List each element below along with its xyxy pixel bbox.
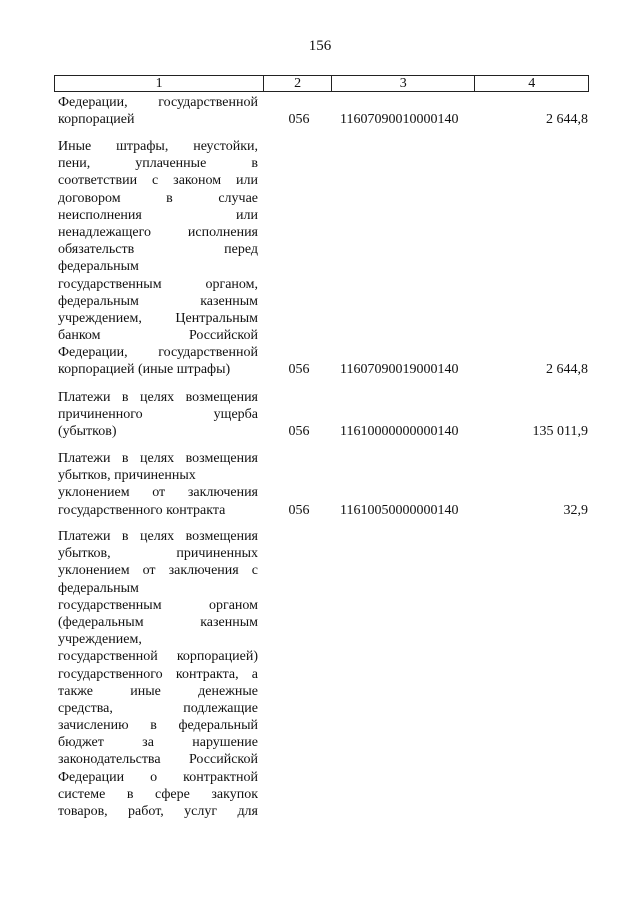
row-amount: 2 644,8 xyxy=(546,112,588,128)
row-kbk: 11610000000000140 xyxy=(340,424,459,440)
header-col-3: 3 xyxy=(332,76,475,91)
row-name xyxy=(58,138,258,379)
name-line: уклонением от заключения с xyxy=(58,563,258,579)
name-line: убытков, причиненных xyxy=(58,546,258,562)
table-row xyxy=(58,138,590,379)
name-line: средства, подлежащие xyxy=(58,700,258,716)
header-col-2: 2 xyxy=(264,76,332,91)
row-code: 056 xyxy=(288,112,310,128)
name-line: уклонением от заключения xyxy=(58,485,258,501)
header-col-4: 4 xyxy=(528,76,536,91)
name-line: ненадлежащего исполнения xyxy=(58,224,258,240)
row-code: 056 xyxy=(288,502,310,518)
row-name xyxy=(58,94,258,128)
name-line: государственного контракта xyxy=(58,502,226,518)
name-line: также иные денежные xyxy=(58,683,258,699)
name-line: банком Российской xyxy=(58,328,258,344)
name-line: Платежи в целях возмещения xyxy=(58,390,258,405)
name-line: (федеральным казенным xyxy=(58,614,258,630)
name-line: федеральным казенным xyxy=(58,293,258,309)
row-kbk: 11607090019000140 xyxy=(340,362,459,378)
name-line: учреждением, Центральным xyxy=(58,310,258,326)
table-row xyxy=(58,94,590,128)
name-line: государственным органом, xyxy=(58,276,258,292)
name-line: корпорацией (иные штрафы) xyxy=(58,362,231,378)
row-amount: 135 011,9 xyxy=(532,424,588,440)
name-line: соответствии с законом или xyxy=(58,173,258,189)
row-code: 056 xyxy=(288,424,310,440)
table-header xyxy=(54,75,589,92)
name-line: бюджет за нарушение xyxy=(58,735,258,751)
row-name xyxy=(58,450,258,519)
name-line: (убытков) xyxy=(58,424,117,440)
name-line: Федерации, государственной xyxy=(58,345,258,361)
row-kbk: 11610050000000140 xyxy=(340,502,459,518)
name-line: Платежи в целях возмещения xyxy=(58,529,258,544)
name-line: товаров, работ, услуг для xyxy=(58,804,258,819)
name-line: договором в случае xyxy=(58,190,258,206)
row-amount: 2 644,8 xyxy=(546,362,588,378)
name-line: неисполнения или xyxy=(58,207,258,223)
name-line: обязательств перед xyxy=(58,242,258,258)
row-code: 056 xyxy=(288,362,310,378)
name-line: корпорацией xyxy=(58,112,135,128)
table-row xyxy=(58,450,590,519)
name-line: Иные штрафы, неустойки, xyxy=(58,139,258,154)
row-name xyxy=(58,528,258,820)
row-amount: 32,9 xyxy=(563,502,588,518)
name-line: Федерации, государственной xyxy=(58,95,258,110)
header-col-1: 1 xyxy=(55,76,264,91)
name-line: причиненного ущерба xyxy=(58,407,258,423)
table-row xyxy=(58,528,590,820)
name-line: федеральным xyxy=(58,259,139,275)
row-kbk: 11607090010000140 xyxy=(340,112,459,128)
name-line: законодательства Российской xyxy=(58,752,258,768)
name-line: учреждением, xyxy=(58,632,142,648)
name-line: Федерации о контрактной xyxy=(58,769,258,785)
table-row xyxy=(58,389,590,441)
name-line: пени, уплаченные в xyxy=(58,156,258,172)
row-name xyxy=(58,389,258,441)
name-line: государственного контракта, а xyxy=(58,666,258,682)
name-line: зачислению в федеральный xyxy=(58,718,258,734)
name-line: государственным органом xyxy=(58,597,258,613)
name-line: Платежи в целях возмещения xyxy=(58,451,258,466)
name-line: убытков, причиненных xyxy=(58,468,196,484)
name-line: государственной корпорацией) xyxy=(58,649,258,665)
page-number: 156 xyxy=(308,38,332,54)
name-line: федеральным xyxy=(58,580,139,596)
name-line: системе в сфере закупок xyxy=(58,786,258,802)
